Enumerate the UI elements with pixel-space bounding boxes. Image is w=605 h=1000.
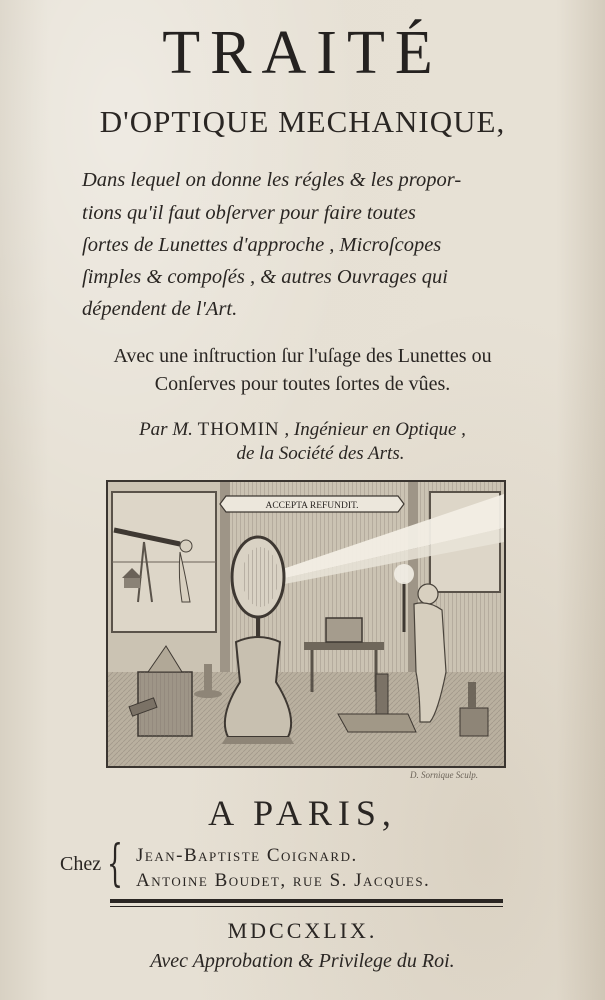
engraver-signature: D. Sornique Sculp.: [410, 770, 478, 780]
double-rule-thin: [110, 906, 503, 907]
double-rule-thick: [110, 899, 503, 903]
author-society: de la Société des Arts.: [236, 443, 405, 464]
engraving-illustration: [108, 482, 504, 766]
publisher-brace: {: [107, 834, 123, 892]
publisher-1: Jean-Baptiste Coignard.: [136, 845, 358, 866]
instruction-line-1: Avec une inſtruction ſur l'uſage des Lunettes ou: [113, 345, 492, 367]
publication-year: MDCCXLIX.: [227, 918, 378, 943]
author-name: THOMIN: [197, 419, 280, 440]
author-role: , Ingénieur en Optique ,: [284, 419, 466, 440]
imprint-chez: Chez: [60, 853, 102, 875]
frontispiece-engraving: [106, 480, 506, 768]
author-line: [0, 420, 605, 439]
description-line-2: tions qu'il faut obſerver pour faire toutes: [82, 202, 416, 224]
approbation-line: Avec Approbation & Privilege du Roi.: [150, 950, 455, 972]
description-line-3: ſortes de Lunettes d'approche , Microſcopes: [82, 234, 442, 256]
author-prefix: Par M.: [139, 419, 193, 440]
publisher-2: Antoine Boudet, rue S. Jacques.: [136, 870, 431, 891]
book-title: TRAITÉ: [162, 19, 443, 87]
instruction-line-2: Conſerves pour toutes ſortes de vûes.: [154, 373, 451, 395]
description-line-4: ſimples & compoſés , & autres Ouvrages qui: [82, 266, 448, 288]
imprint-city: A PARIS,: [208, 793, 397, 833]
description-line-1: Dans lequel on donne les régles & les propor-: [82, 169, 462, 191]
book-subtitle: D'OPTIQUE MECHANIQUE,: [99, 104, 506, 139]
description-line-5: dépendent de l'Art.: [82, 298, 238, 320]
engraving-motto: ACCEPTA REFUNDIT.: [265, 501, 359, 511]
